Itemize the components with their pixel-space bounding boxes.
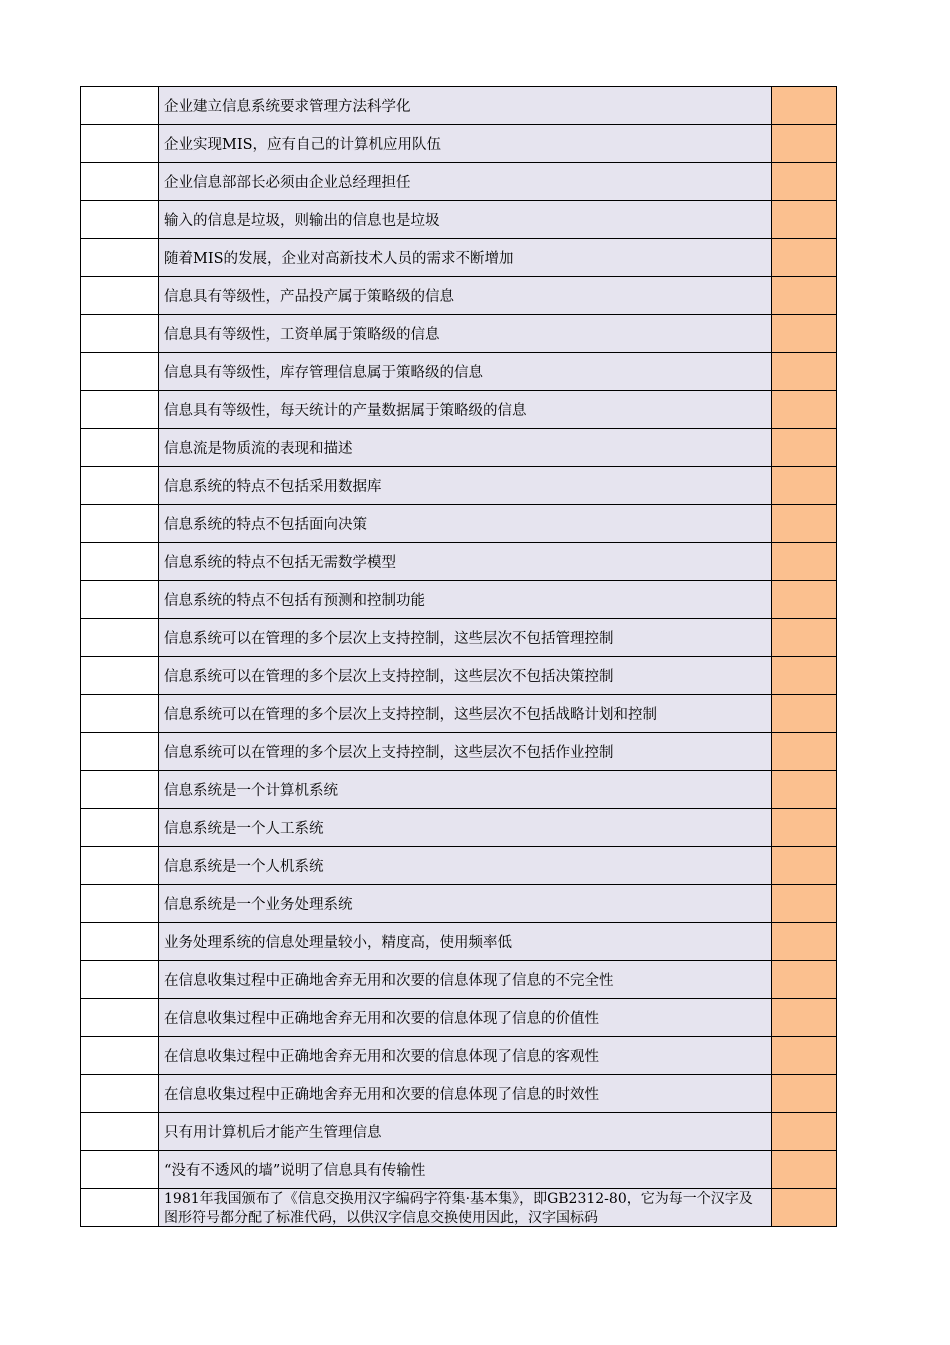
number-cell[interactable]: [81, 581, 159, 618]
question-cell[interactable]: 随着MIS的发展，企业对高新技术人员的需求不断增加: [159, 239, 772, 276]
number-cell[interactable]: [81, 999, 159, 1036]
question-cell[interactable]: 输入的信息是垃圾，则输出的信息也是垃圾: [159, 201, 772, 238]
table-row: [81, 657, 837, 695]
table-row: [81, 277, 837, 315]
table-row: [81, 391, 837, 429]
table-row: [81, 239, 837, 277]
answer-cell[interactable]: [772, 543, 837, 580]
answer-cell[interactable]: [772, 315, 837, 352]
answer-cell[interactable]: [772, 619, 837, 656]
number-cell[interactable]: [81, 87, 159, 124]
number-cell[interactable]: [81, 429, 159, 466]
question-cell[interactable]: 在信息收集过程中正确地舍弃无用和次要的信息体现了信息的价值性: [159, 999, 772, 1036]
table-row: [81, 543, 837, 581]
question-cell[interactable]: 信息系统的特点不包括有预测和控制功能: [159, 581, 772, 618]
table-row: [81, 1075, 837, 1113]
table-row: [81, 581, 837, 619]
question-cell[interactable]: 信息系统是一个业务处理系统: [159, 885, 772, 922]
answer-cell[interactable]: [772, 771, 837, 808]
table-row: [81, 163, 837, 201]
question-cell[interactable]: 信息系统可以在管理的多个层次上支持控制，这些层次不包括战略计划和控制: [159, 695, 772, 732]
number-cell[interactable]: [81, 961, 159, 998]
answer-cell[interactable]: [772, 885, 837, 922]
question-cell[interactable]: 信息具有等级性，每天统计的产量数据属于策略级的信息: [159, 391, 772, 428]
number-cell[interactable]: [81, 695, 159, 732]
question-cell[interactable]: 企业实现MIS，应有自己的计算机应用队伍: [159, 125, 772, 162]
question-cell[interactable]: 信息具有等级性，工资单属于策略级的信息: [159, 315, 772, 352]
table-row: [81, 1151, 837, 1189]
question-cell[interactable]: 信息具有等级性，产品投产属于策略级的信息: [159, 277, 772, 314]
question-cell[interactable]: 信息系统可以在管理的多个层次上支持控制，这些层次不包括管理控制: [159, 619, 772, 656]
question-cell[interactable]: 在信息收集过程中正确地舍弃无用和次要的信息体现了信息的客观性: [159, 1037, 772, 1074]
question-cell[interactable]: 1981年我国颁布了《信息交换用汉字编码字符集·基本集》，即GB2312-80，它为每一个汉字及图形符号都分配了标准代码，以供汉字信息交换使用因此，汉字国标码: [159, 1189, 772, 1226]
answer-cell[interactable]: [772, 353, 837, 390]
answer-cell[interactable]: [772, 201, 837, 238]
answer-cell[interactable]: [772, 125, 837, 162]
table-row: [81, 125, 837, 163]
table-row: [81, 1037, 837, 1075]
number-cell[interactable]: [81, 771, 159, 808]
number-cell[interactable]: [81, 391, 159, 428]
question-cell[interactable]: 企业建立信息系统要求管理方法科学化: [159, 87, 772, 124]
number-cell[interactable]: [81, 1113, 159, 1150]
answer-cell[interactable]: [772, 1037, 837, 1074]
answer-cell[interactable]: [772, 809, 837, 846]
answer-cell[interactable]: [772, 429, 837, 466]
number-cell[interactable]: [81, 1037, 159, 1074]
number-cell[interactable]: [81, 885, 159, 922]
table-row: [81, 619, 837, 657]
answer-cell[interactable]: [772, 1189, 837, 1226]
number-cell[interactable]: [81, 543, 159, 580]
answer-cell[interactable]: [772, 1075, 837, 1112]
number-cell[interactable]: [81, 239, 159, 276]
table-row: [81, 847, 837, 885]
spreadsheet-table: [80, 86, 837, 1227]
answer-cell[interactable]: [772, 999, 837, 1036]
number-cell[interactable]: [81, 201, 159, 238]
question-cell[interactable]: 信息具有等级性，库存管理信息属于策略级的信息: [159, 353, 772, 390]
answer-cell[interactable]: [772, 695, 837, 732]
answer-cell[interactable]: [772, 467, 837, 504]
number-cell[interactable]: [81, 353, 159, 390]
question-cell[interactable]: 在信息收集过程中正确地舍弃无用和次要的信息体现了信息的时效性: [159, 1075, 772, 1112]
answer-cell[interactable]: [772, 1113, 837, 1150]
answer-cell[interactable]: [772, 733, 837, 770]
number-cell[interactable]: [81, 1075, 159, 1112]
answer-cell[interactable]: [772, 163, 837, 200]
number-cell[interactable]: [81, 125, 159, 162]
number-cell[interactable]: [81, 467, 159, 504]
number-cell[interactable]: [81, 1151, 159, 1188]
question-cell[interactable]: 信息系统是一个计算机系统: [159, 771, 772, 808]
number-cell[interactable]: [81, 277, 159, 314]
table-row: [81, 961, 837, 999]
table-row: [81, 695, 837, 733]
table-row: [81, 315, 837, 353]
question-cell[interactable]: 信息流是物质流的表现和描述: [159, 429, 772, 466]
answer-cell[interactable]: [772, 923, 837, 960]
answer-cell[interactable]: [772, 581, 837, 618]
number-cell[interactable]: [81, 1189, 159, 1226]
question-cell[interactable]: 信息系统可以在管理的多个层次上支持控制，这些层次不包括决策控制: [159, 657, 772, 694]
answer-cell[interactable]: [772, 87, 837, 124]
table-row: [81, 87, 837, 125]
number-cell[interactable]: [81, 163, 159, 200]
number-cell[interactable]: [81, 923, 159, 960]
question-cell[interactable]: 信息系统是一个人工系统: [159, 809, 772, 846]
table-row: [81, 505, 837, 543]
question-cell[interactable]: “没有不透风的墙”说明了信息具有传输性: [159, 1151, 772, 1188]
question-cell[interactable]: 业务处理系统的信息处理量较小，精度高，使用频率低: [159, 923, 772, 960]
answer-cell[interactable]: [772, 505, 837, 542]
table-row: [81, 999, 837, 1037]
answer-cell[interactable]: [772, 239, 837, 276]
answer-cell[interactable]: [772, 1151, 837, 1188]
answer-cell[interactable]: [772, 277, 837, 314]
table-row: [81, 771, 837, 809]
table-row: [81, 201, 837, 239]
question-cell[interactable]: 信息系统的特点不包括无需数学模型: [159, 543, 772, 580]
table-row: [81, 733, 837, 771]
answer-cell[interactable]: [772, 847, 837, 884]
question-cell[interactable]: 企业信息部部长必须由企业总经理担任: [159, 163, 772, 200]
table-row: [81, 353, 837, 391]
number-cell[interactable]: [81, 847, 159, 884]
number-cell[interactable]: [81, 505, 159, 542]
answer-cell[interactable]: [772, 657, 837, 694]
question-cell[interactable]: 在信息收集过程中正确地舍弃无用和次要的信息体现了信息的不完全性: [159, 961, 772, 998]
number-cell[interactable]: [81, 657, 159, 694]
answer-cell[interactable]: [772, 391, 837, 428]
number-cell[interactable]: [81, 619, 159, 656]
table-row: [81, 885, 837, 923]
answer-cell[interactable]: [772, 961, 837, 998]
table-row: [81, 923, 837, 961]
number-cell[interactable]: [81, 809, 159, 846]
table-row: [81, 1113, 837, 1151]
question-cell[interactable]: 信息系统可以在管理的多个层次上支持控制，这些层次不包括作业控制: [159, 733, 772, 770]
question-cell[interactable]: 信息系统的特点不包括面向决策: [159, 505, 772, 542]
table-row: [81, 1189, 837, 1227]
table-row: [81, 429, 837, 467]
table-row: [81, 467, 837, 505]
number-cell[interactable]: [81, 733, 159, 770]
question-cell[interactable]: 信息系统是一个人机系统: [159, 847, 772, 884]
number-cell[interactable]: [81, 315, 159, 352]
question-cell[interactable]: 信息系统的特点不包括采用数据库: [159, 467, 772, 504]
table-row: [81, 809, 837, 847]
question-cell[interactable]: 只有用计算机后才能产生管理信息: [159, 1113, 772, 1150]
